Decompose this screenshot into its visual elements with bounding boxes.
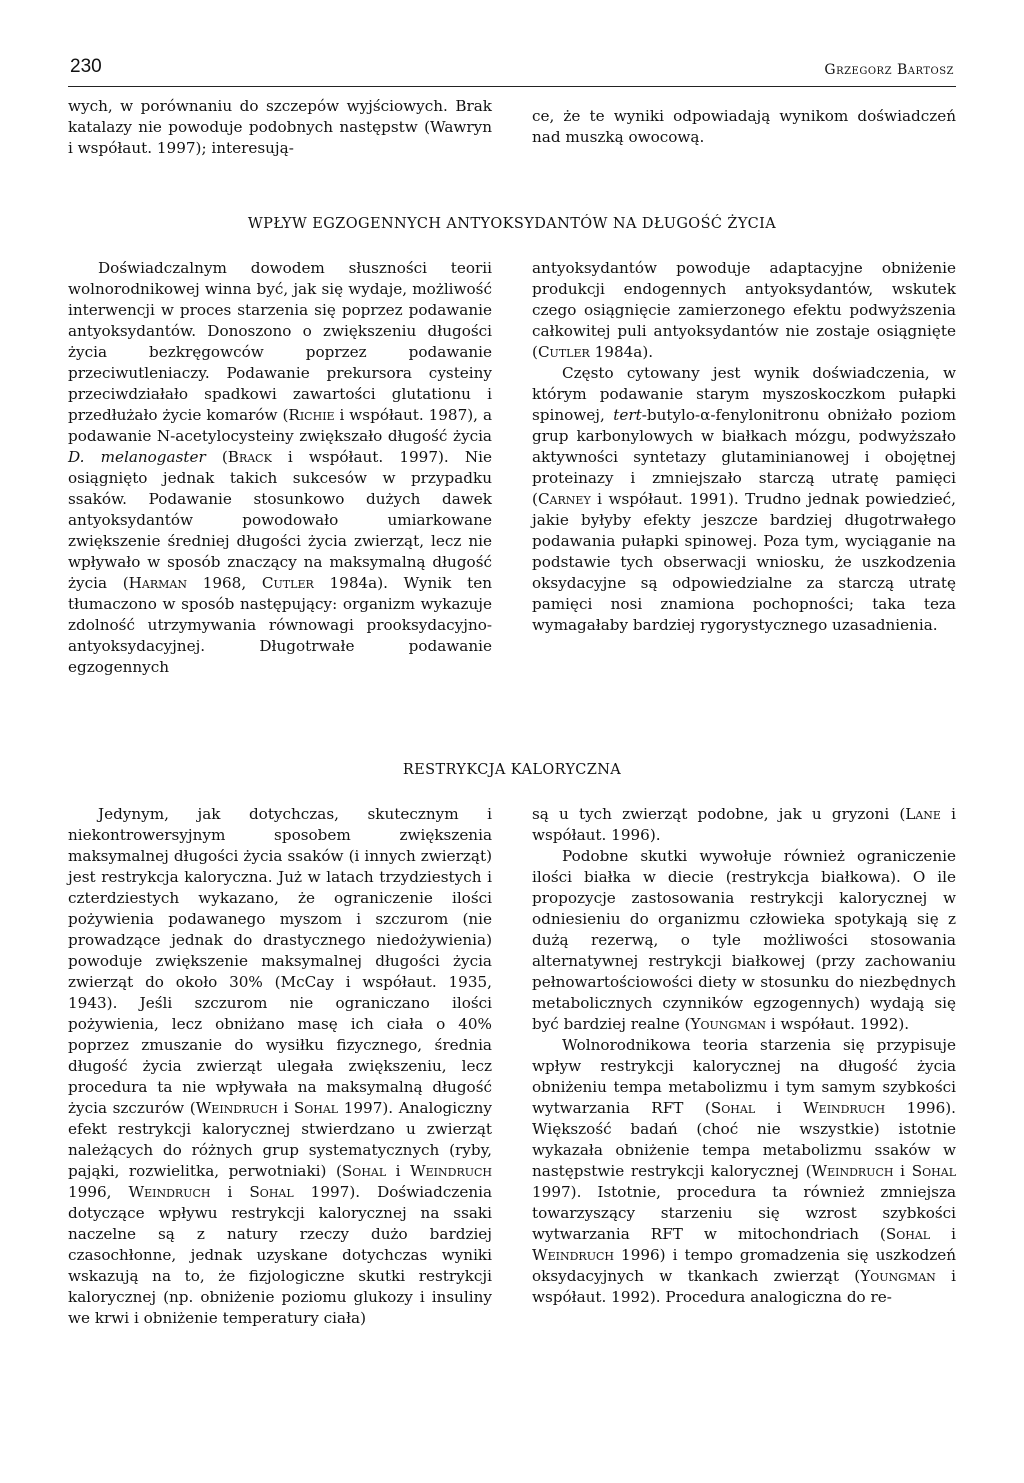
section2-right-column (532, 804, 956, 1308)
running-head-author: Grzegorz Bartosz (824, 62, 954, 78)
page-number: 230 (70, 56, 102, 77)
citation: Sohal (293, 1099, 339, 1117)
top-left-column (68, 96, 492, 159)
paragraph: są u tych zwierząt podobne, jak u gryzoni (Lane i współaut. 1996). (532, 805, 956, 844)
paragraph: Wolnorodnikowa teoria starzenia się przypisuje wpływ restrykcji kalorycznej na długość życia obniżeniu tempa metabolizmu i tym samym szybkości wytwarzania RFT (Sohal i Weindruch 1996). Większość badań (choć nie wszystkie) istotnie wykazała obniżenie tempa metabolizmu ssaków w następstwie restrykcji kalorycznej (Weindruch i Sohal 1997). Istotnie, procedura ta również zmniejsza towarzyszący starzeniu się wzrost szybkości wytwarzania RFT w mitochondriach (Sohal i Weindruch 1996) i tempo gromadzenia się uszkodzeń oksydacyjnych w tkankach zwierząt (Youngman i współaut. 1992). Procedura analogiczna do re- (532, 1036, 957, 1306)
paragraph: Podobne skutki wywołuje również ograniczenie ilości białka w diecie (restrykcja białkowa). O ile propozycje zastosowania restrykcji kalorycznej w odniesieniu do organizmu człowieka spotykają się z dużą rezerwą, o tyle możliwości stosowania alternatywnej restrykcji białkowej (przy zachowaniu pełnowartościowości diety w stosunku do niezbędnych metabolicznych czynników egzogennych) wydają się być bardziej realne (Youngman i współaut. 1992). (532, 847, 956, 1033)
citation: Youngman (690, 1015, 767, 1033)
citation: Harman (128, 574, 187, 592)
citation: Sohal (710, 1099, 756, 1117)
citation: Carney (537, 490, 591, 508)
top-right-column (532, 106, 956, 148)
paragraph: Doświadczalnym dowodem słuszności teorii wolnorodnikowej winna być, jak się wydaje, możliwość interwencji w proces starzenia się poprzez podawanie antyoksydantów. Donoszono o zwiększeniu długości życia bezkręgowców poprzez podawanie przeciwutleniaczy. Podawanie prekursora cysteiny przeciwdziałało spadkowi zawartości glutationu i przedłużało życie komarów (Richie i współaut. 1987), a podawanie N-acetylocysteiny zwiększało długość życia D. melanogaster (Brack i współaut. 1997). Nie osiągnięto jednak takich sukcesów w przypadku ssaków. Podawanie stosunkowo dużych dawek antyoksydantów powodowało umiarkowane zwiększenie średniej długości życia zwierząt, lecz nie wpływało w sposób znaczący na maksymalną długość życia (Harman 1968, Cutler 1984a). Wynik ten tłumaczono w sposób następujący: organizm wykazuje zdolność utrzymywania równowagi prooksydacyjno-antyoksydacyjnej. Długotrwałe podawanie egzogennych (68, 259, 492, 676)
paragraph: wych, w porównaniu do szczepów wyjściowych. Brak katalazy nie powoduje podobnych następstw (Wawryn i współaut. 1997); interesują- (68, 97, 492, 157)
citation: Youngman (860, 1267, 936, 1285)
paragraph: antyoksydantów powoduje adaptacyjne obniżenie produkcji endogennych antyoksydantów, wskutek czego osiągnięcie zamierzonego efektu podwyższenia całkowitej puli antyoksydantów nie zostaje osiągnięte (Cutler 1984a). (532, 259, 956, 361)
citation: Weindruch (410, 1162, 493, 1180)
citation: Weindruch (128, 1183, 211, 1201)
paragraph: Często cytowany jest wynik doświadczenia, w którym podawanie starym myszoskoczkom pułapki spinowej, tert-butylo-α-fenylonitronu obniżało poziom grup karbonylowych w białkach mózgu, podwyższało aktywności syntetazy glutaminianowej i obojętnej proteinazy i zmniejszało starczą utratę pamięci (Carney i współaut. 1991). Trudno jednak powiedzieć, jakie byłyby efekty jeszcze bardziej długotrwałego podawania pułapki spinowej. Poza tym, wyciąganie na podstawie tych obserwacji wniosku, że uszkodzenia oksydacyjne są odpowiedzialne za starczą utratę pamięci nosi znamiona pochopności; taka teza wymagałaby bardziej rygorystycznego uzasadnienia. (532, 364, 956, 634)
section2-left-column (68, 804, 492, 1329)
section-heading: RESTRYKCJA KALORYCZNA (402, 762, 622, 778)
page-header (68, 52, 956, 87)
paragraph: Jedynym, jak dotychczas, skutecznym i niekontrowersyjnym sposobem zwiększenia maksymalnej długości życia ssaków (i innych zwierząt) jest restrykcja kaloryczna. Już w latach trzydziestych i czterdziestych wykazano, że ograniczenie ilości pożywienia podawanego myszom i szczurom (nie prowadzące jednak do drastycznego niedożywienia) powoduje zwiększenie maksymalnej długości życia zwierząt do około 30% (McCay i współaut. 1935, 1943). Jeśli szczurom nie ograniczano ilości pożywienia, lecz obniżano masę ich ciała o 40% poprzez zmuszanie do wysiłku fizycznego, średnia długość życia zwierząt ulegała zwiększeniu, lecz procedura ta nie wpływała na maksymalną długość życia szczurów (Weindruch i Sohal 1997). Analogiczny efekt restrykcji kalorycznej stwierdzano u zwierząt należących do różnych grup systematycznych (ryby, pająki, rozwielitka, perwotniaki) (Sohal i Weindruch 1996, Weindruch i Sohal 1997). Doświadczenia dotyczące wpływu restrykcji kalorycznej na ssaki naczelne są z natury rzeczy dużo bardziej czasochłonne, jednak uzyskane dotychczas wyniki wskazują na to, że fizjologiczne skutki restrykcji kalorycznej (np. obniżenie poziomu glukozy i insuliny we krwi i obniżenie temperatury ciała) (68, 805, 493, 1327)
citation: Brack (227, 448, 272, 466)
citation: Weindruch (811, 1162, 894, 1180)
citation: Weindruch (803, 1099, 886, 1117)
citation: Cutler (537, 343, 590, 361)
section1-right-column (532, 258, 956, 636)
paragraph: ce, że te wyniki odpowiadają wynikom doświadczeń nad muszką owocową. (532, 107, 956, 146)
citation: Sohal (249, 1183, 294, 1201)
citation: Weindruch (195, 1099, 278, 1117)
section-heading: WPŁYW EGZOGENNYCH ANTYOKSYDANTÓW NA DŁUGOŚĆ ŻYCIA (247, 216, 777, 232)
section1-left-column (68, 258, 492, 678)
chemical-prefix: tert (613, 406, 642, 424)
citation: Richie (288, 406, 335, 424)
citation: Sohal (885, 1225, 931, 1243)
citation: Lane (905, 805, 941, 823)
citation: Cutler (261, 574, 314, 592)
citation: Sohal (341, 1162, 387, 1180)
citation: Weindruch (532, 1246, 614, 1264)
citation: Sohal (911, 1162, 956, 1180)
species-name: D. melanogaster (68, 448, 206, 466)
